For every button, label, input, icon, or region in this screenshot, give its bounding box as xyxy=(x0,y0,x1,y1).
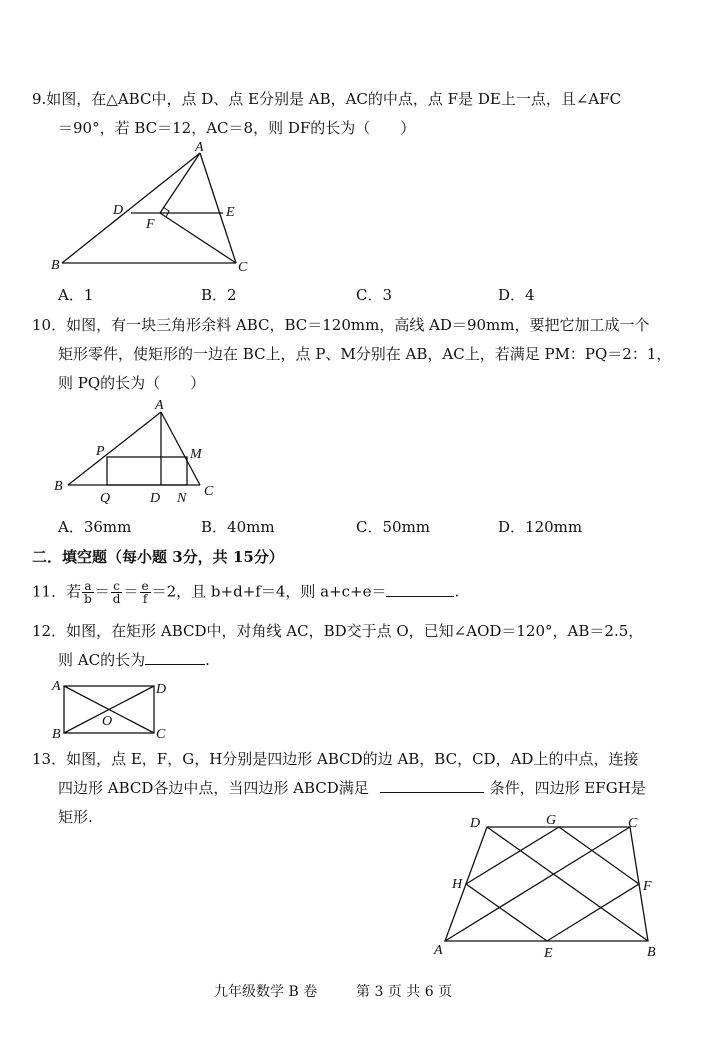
q10-label-M: M xyxy=(190,447,202,462)
q11-mid: ＝2，且 b+d+f＝4，则 a+c+e＝ xyxy=(151,582,387,601)
q12-label-B: B xyxy=(52,727,61,742)
q9-label-B: B xyxy=(51,258,60,273)
q9-label-F: F xyxy=(146,217,155,232)
q10-figure xyxy=(40,395,240,510)
q11-f3-den: f xyxy=(142,592,148,606)
q9-label-D: D xyxy=(113,203,124,218)
q13-label-D: D xyxy=(470,816,481,831)
q10-label-C: C xyxy=(204,484,214,499)
q10-option-d[interactable]: D．120mm xyxy=(498,518,583,536)
q11-f3-num: e xyxy=(141,579,149,593)
q9-line1: 9.如图，在△ABC中，点 D、点 E分别是 AB，AC的中点，点 F是 DE上一点，且∠AFC xyxy=(32,90,622,108)
q9-option-a[interactable]: A．1 xyxy=(58,286,94,304)
q11-eq2: ＝ xyxy=(123,582,139,601)
q13-line1: 13．如图，点 E，F，G，H分别是四边形 ABCD的边 AB，BC，CD，AD上的中点，连接 xyxy=(32,750,639,768)
q11-fraction-c-d xyxy=(111,580,123,605)
q10-label-Q: Q xyxy=(100,491,111,506)
q12-answer-blank[interactable] xyxy=(145,650,205,665)
q11-line xyxy=(32,580,459,605)
q12-label-A: A xyxy=(52,679,61,694)
q10-label-A: A xyxy=(155,398,164,413)
q9-label-E: E xyxy=(226,205,235,220)
section-title: 二．填空题（每小题 3分，共 15分） xyxy=(32,548,284,566)
q13-label-H: H xyxy=(452,877,463,892)
q13-label-C: C xyxy=(628,816,638,831)
footer-page-number: 第 3 页 共 6 页 xyxy=(356,984,453,1000)
q12-line2-wrap xyxy=(58,650,210,670)
q11-answer-blank[interactable] xyxy=(386,582,454,597)
q13-label-B: B xyxy=(647,945,656,960)
q11-eq1: ＝ xyxy=(94,582,110,601)
q9-label-C: C xyxy=(238,260,248,275)
q12-label-C: C xyxy=(156,727,166,742)
q13-line2a: 四边形 ABCD各边中点，当四边形 ABCD满足 xyxy=(58,779,369,797)
q12-label-D: D xyxy=(156,682,167,697)
q13-answer-blank[interactable] xyxy=(380,778,484,793)
q13-figure xyxy=(425,808,675,966)
q11-fraction-e-f xyxy=(140,580,151,605)
q9-label-A: A xyxy=(195,140,204,155)
q10-label-N: N xyxy=(177,491,187,506)
q11-prefix: 11．若 xyxy=(32,582,82,601)
q10-option-a[interactable]: A．36mm xyxy=(58,518,132,536)
q10-label-B: B xyxy=(54,479,63,494)
q12-line1: 12．如图，在矩形 ABCD中，对角线 AC，BD交于点 O，已知∠AOD＝120°，AB＝2.5， xyxy=(32,622,644,640)
q12-suffix: . xyxy=(205,651,210,669)
q9-option-c[interactable]: C．3 xyxy=(356,286,393,304)
q12-label-O: O xyxy=(102,714,113,729)
q9-option-b[interactable]: B．2 xyxy=(201,286,237,304)
q11-f1-den: b xyxy=(84,592,92,606)
q11-fraction-a-b xyxy=(82,580,94,605)
q13-line3: 矩形. xyxy=(58,808,93,826)
q10-option-c[interactable]: C．50mm xyxy=(356,518,431,536)
q12-line2: 则 AC的长为 xyxy=(58,651,146,669)
q11-f2-den: d xyxy=(112,592,121,606)
q9-option-d[interactable]: D．4 xyxy=(498,286,535,304)
q11-f1-num: a xyxy=(82,580,94,593)
q10-label-D: D xyxy=(150,491,161,506)
q11-f2-num: c xyxy=(111,580,123,593)
q10-line3: 则 PQ的长为（ ） xyxy=(58,374,206,392)
q10-line2: 矩形零件，使矩形的一边在 BC上，点 P、M分别在 AB，AC上，若满足 PM：PQ＝2：1， xyxy=(58,345,672,363)
q9-figure xyxy=(40,140,270,280)
footer-exam-name: 九年级数学 B 卷 xyxy=(214,984,318,1000)
q13-label-F: F xyxy=(643,879,652,894)
q12-figure xyxy=(44,675,184,745)
q13-label-G: G xyxy=(546,813,557,828)
q9-line2: ＝90°，若 BC＝12，AC＝8，则 DF的长为（ ） xyxy=(58,119,416,137)
q10-label-P: P xyxy=(96,444,105,459)
q13-line2b: 条件，四边形 EFGH是 xyxy=(489,779,646,797)
q10-option-b[interactable]: B．40mm xyxy=(201,518,275,536)
q13-label-E: E xyxy=(544,946,553,961)
q11-suffix: . xyxy=(454,582,460,601)
q13-label-A: A xyxy=(434,943,443,958)
q13-line2-wrap xyxy=(58,778,646,798)
q10-line1: 10．如图，有一块三角形余料 ABC，BC＝120mm，高线 AD＝90mm，要把它加工成一个 xyxy=(32,316,650,334)
